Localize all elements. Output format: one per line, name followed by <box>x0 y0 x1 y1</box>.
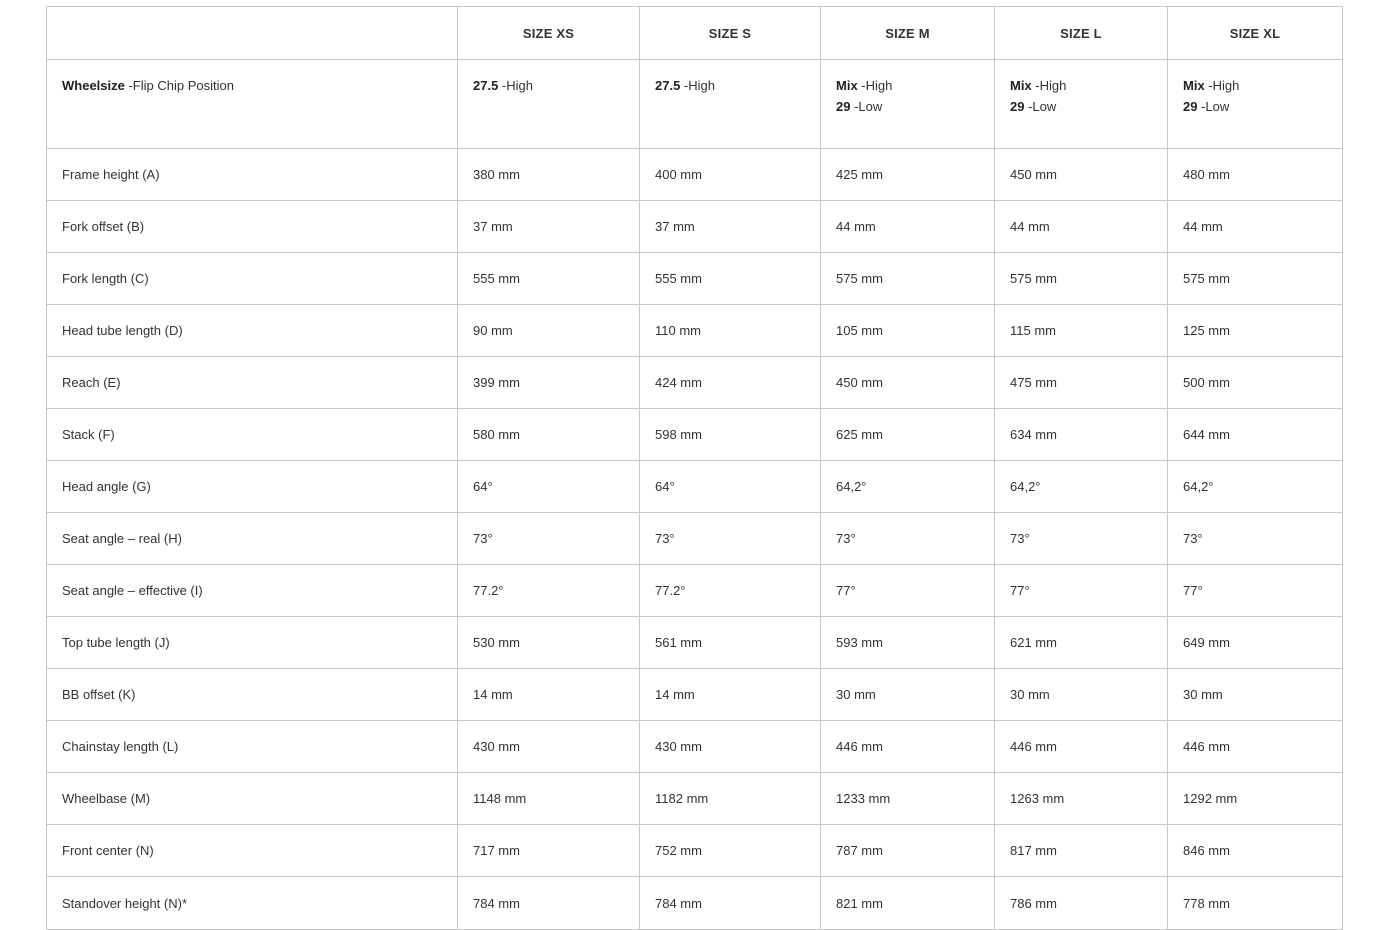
value-cell-l: 575 mm <box>995 253 1168 305</box>
wheelsize-line <box>1183 96 1327 117</box>
value-cell-l: 475 mm <box>995 357 1168 409</box>
table-row <box>47 669 1343 721</box>
value-cell-xs: 380 mm <box>458 149 640 201</box>
table-row <box>47 201 1343 253</box>
value-cell-l: 64,2° <box>995 461 1168 513</box>
wheelsize-value-rest: -High <box>1031 78 1067 93</box>
table-row <box>47 721 1343 773</box>
value-cell-s: 430 mm <box>640 721 821 773</box>
row-label: Head angle (G) <box>47 461 458 513</box>
value-cell-xl: 30 mm <box>1168 669 1343 721</box>
value-cell-m: 30 mm <box>821 669 995 721</box>
table-row <box>47 409 1343 461</box>
row-label: Fork offset (B) <box>47 201 458 253</box>
wheelsize-cell-l <box>995 60 1168 149</box>
value-cell-xl: 575 mm <box>1168 253 1343 305</box>
value-cell-xs: 64° <box>458 461 640 513</box>
value-cell-m: 1233 mm <box>821 773 995 825</box>
wheelsize-value-rest: -High <box>857 78 893 93</box>
wheelsize-value-bold: 27.5 <box>655 78 681 93</box>
table-row <box>47 305 1343 357</box>
value-cell-xs: 73° <box>458 513 640 565</box>
value-cell-l: 77° <box>995 565 1168 617</box>
row-label: Fork length (C) <box>47 253 458 305</box>
value-cell-s: 752 mm <box>640 825 821 877</box>
value-cell-m: 425 mm <box>821 149 995 201</box>
row-label: Front center (N) <box>47 825 458 877</box>
value-cell-m: 44 mm <box>821 201 995 253</box>
value-cell-m: 821 mm <box>821 877 995 930</box>
row-label: Chainstay length (L) <box>47 721 458 773</box>
value-cell-s: 424 mm <box>640 357 821 409</box>
row-label: BB offset (K) <box>47 669 458 721</box>
value-cell-s: 64° <box>640 461 821 513</box>
value-cell-m: 450 mm <box>821 357 995 409</box>
value-cell-s: 1182 mm <box>640 773 821 825</box>
value-cell-m: 77° <box>821 565 995 617</box>
geometry-table-header <box>47 7 1343 60</box>
wheelsize-value-bold: 29 <box>836 99 851 114</box>
value-cell-xl: 125 mm <box>1168 305 1343 357</box>
value-cell-s: 784 mm <box>640 877 821 930</box>
wheelsize-value-rest: -Low <box>1197 99 1230 114</box>
wheelsize-cell-xl <box>1168 60 1343 149</box>
value-cell-m: 73° <box>821 513 995 565</box>
row-label: Seat angle – effective (I) <box>47 565 458 617</box>
value-cell-s: 110 mm <box>640 305 821 357</box>
header-size-xl: SIZE XL <box>1168 7 1343 60</box>
header-size-m: SIZE M <box>821 7 995 60</box>
value-cell-xs: 717 mm <box>458 825 640 877</box>
value-cell-l: 817 mm <box>995 825 1168 877</box>
row-label: Wheelbase (M) <box>47 773 458 825</box>
value-cell-m: 446 mm <box>821 721 995 773</box>
value-cell-l: 30 mm <box>995 669 1168 721</box>
value-cell-xl: 77° <box>1168 565 1343 617</box>
value-cell-m: 593 mm <box>821 617 995 669</box>
value-cell-xl: 446 mm <box>1168 721 1343 773</box>
wheelsize-line <box>836 75 979 96</box>
value-cell-xs: 77.2° <box>458 565 640 617</box>
table-row <box>47 773 1343 825</box>
value-cell-l: 634 mm <box>995 409 1168 461</box>
wheelsize-value-bold: 29 <box>1183 99 1198 114</box>
value-cell-l: 1263 mm <box>995 773 1168 825</box>
value-cell-xl: 778 mm <box>1168 877 1343 930</box>
value-cell-l: 786 mm <box>995 877 1168 930</box>
table-row-wheelsize <box>47 60 1343 149</box>
value-cell-xl: 649 mm <box>1168 617 1343 669</box>
value-cell-m: 64,2° <box>821 461 995 513</box>
value-cell-s: 555 mm <box>640 253 821 305</box>
header-corner-cell <box>47 7 458 60</box>
value-cell-s: 561 mm <box>640 617 821 669</box>
value-cell-xs: 580 mm <box>458 409 640 461</box>
wheelsize-value-rest: -Low <box>1024 99 1057 114</box>
wheelsize-cell-s <box>640 60 821 149</box>
row-label: Frame height (A) <box>47 149 458 201</box>
wheelsize-label-bold: Wheelsize <box>62 78 125 93</box>
value-cell-s: 400 mm <box>640 149 821 201</box>
table-row <box>47 565 1343 617</box>
header-row <box>47 7 1343 60</box>
value-cell-s: 37 mm <box>640 201 821 253</box>
row-label-wheelsize <box>47 60 458 149</box>
row-label: Standover height (N)* <box>47 877 458 930</box>
value-cell-xl: 1292 mm <box>1168 773 1343 825</box>
value-cell-l: 450 mm <box>995 149 1168 201</box>
wheelsize-cell-m <box>821 60 995 149</box>
table-row <box>47 825 1343 877</box>
wheelsize-line <box>1010 96 1152 117</box>
wheelsize-value-bold: Mix <box>1010 78 1032 93</box>
value-cell-xs: 14 mm <box>458 669 640 721</box>
value-cell-xs: 430 mm <box>458 721 640 773</box>
value-cell-s: 14 mm <box>640 669 821 721</box>
value-cell-xl: 480 mm <box>1168 149 1343 201</box>
value-cell-xl: 73° <box>1168 513 1343 565</box>
value-cell-m: 787 mm <box>821 825 995 877</box>
wheelsize-value-bold: 27.5 <box>473 78 499 93</box>
value-cell-xs: 90 mm <box>458 305 640 357</box>
table-row <box>47 461 1343 513</box>
table-row <box>47 513 1343 565</box>
value-cell-xl: 44 mm <box>1168 201 1343 253</box>
table-row <box>47 253 1343 305</box>
value-cell-m: 105 mm <box>821 305 995 357</box>
table-row <box>47 149 1343 201</box>
value-cell-s: 598 mm <box>640 409 821 461</box>
row-label: Head tube length (D) <box>47 305 458 357</box>
wheelsize-value-rest: -High <box>1204 78 1240 93</box>
wheelsize-value-bold: Mix <box>836 78 858 93</box>
wheelsize-cell-xs <box>458 60 640 149</box>
value-cell-l: 115 mm <box>995 305 1168 357</box>
value-cell-xl: 64,2° <box>1168 461 1343 513</box>
wheelsize-label-rest: -Flip Chip Position <box>124 78 234 93</box>
wheelsize-value-rest: -High <box>680 78 715 93</box>
row-label: Top tube length (J) <box>47 617 458 669</box>
value-cell-l: 446 mm <box>995 721 1168 773</box>
header-size-l: SIZE L <box>995 7 1168 60</box>
value-cell-xl: 846 mm <box>1168 825 1343 877</box>
geometry-table-body <box>47 60 1343 930</box>
value-cell-xs: 1148 mm <box>458 773 640 825</box>
geometry-table <box>46 6 1343 930</box>
row-label: Stack (F) <box>47 409 458 461</box>
row-label: Reach (E) <box>47 357 458 409</box>
value-cell-s: 77.2° <box>640 565 821 617</box>
table-row <box>47 617 1343 669</box>
wheelsize-value-bold: 29 <box>1010 99 1025 114</box>
wheelsize-line <box>473 75 624 96</box>
table-row <box>47 877 1343 930</box>
table-row <box>47 357 1343 409</box>
wheelsize-value-rest: -Low <box>850 99 883 114</box>
value-cell-l: 621 mm <box>995 617 1168 669</box>
value-cell-xs: 530 mm <box>458 617 640 669</box>
value-cell-l: 44 mm <box>995 201 1168 253</box>
wheelsize-line <box>1183 75 1327 96</box>
value-cell-l: 73° <box>995 513 1168 565</box>
value-cell-xs: 399 mm <box>458 357 640 409</box>
wheelsize-line <box>1010 75 1152 96</box>
header-size-xs: SIZE XS <box>458 7 640 60</box>
header-size-s: SIZE S <box>640 7 821 60</box>
wheelsize-value-rest: -High <box>498 78 533 93</box>
wheelsize-line <box>836 96 979 117</box>
row-label: Seat angle – real (H) <box>47 513 458 565</box>
wheelsize-line <box>655 75 805 96</box>
value-cell-xl: 500 mm <box>1168 357 1343 409</box>
wheelsize-value-bold: Mix <box>1183 78 1205 93</box>
value-cell-xs: 37 mm <box>458 201 640 253</box>
value-cell-m: 625 mm <box>821 409 995 461</box>
value-cell-xl: 644 mm <box>1168 409 1343 461</box>
value-cell-s: 73° <box>640 513 821 565</box>
value-cell-m: 575 mm <box>821 253 995 305</box>
value-cell-xs: 784 mm <box>458 877 640 930</box>
value-cell-xs: 555 mm <box>458 253 640 305</box>
